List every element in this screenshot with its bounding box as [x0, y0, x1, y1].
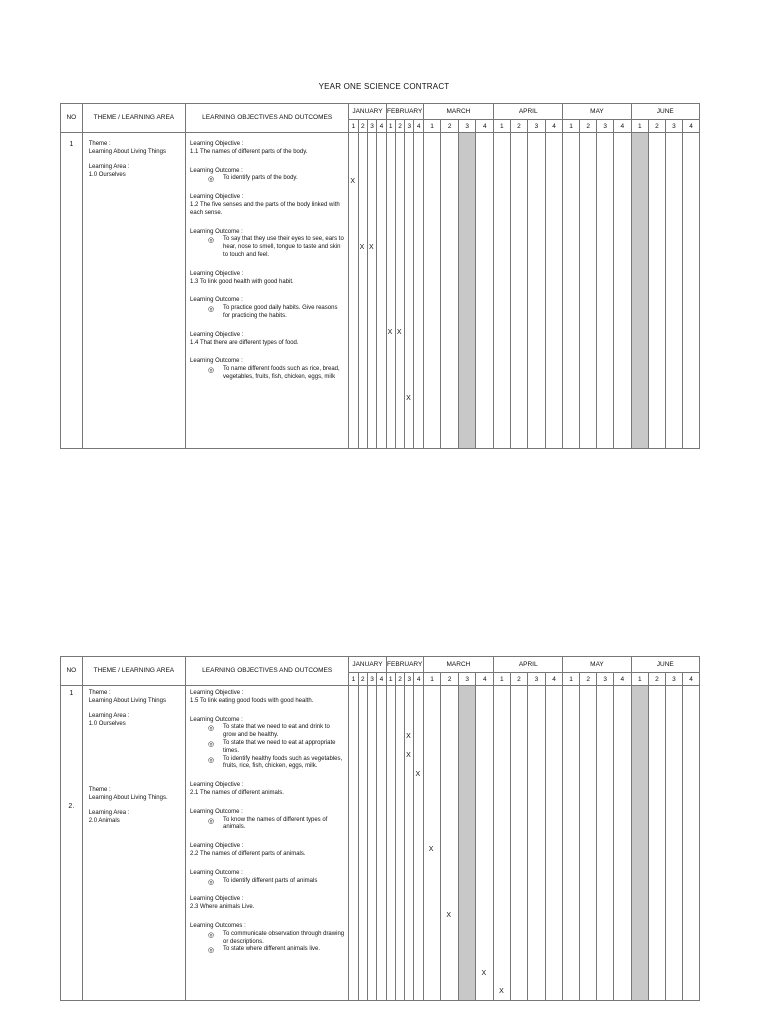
- outcome-item: [190, 724, 344, 740]
- week-number: 1: [349, 120, 358, 133]
- outcome-item: [190, 366, 344, 382]
- outcome-label: Learning Outcome :: [190, 228, 243, 235]
- week-number: 2: [579, 120, 597, 133]
- objective-label: Learning Objective :: [190, 782, 244, 789]
- week-cell: [597, 133, 614, 449]
- schedule-mark: X: [415, 771, 421, 778]
- week-cell: [367, 686, 376, 1001]
- objective-text: 1.2 The five senses and the parts of the body linked with each sense.: [190, 201, 340, 216]
- week-number: 3: [458, 673, 476, 686]
- outcome-item: [190, 175, 344, 183]
- week-number: 1: [386, 673, 395, 686]
- week-cell: [377, 686, 386, 1001]
- schedule-mark: X: [446, 912, 452, 919]
- week-cell: [386, 686, 395, 1001]
- week-number: 4: [414, 120, 423, 133]
- row-number: 2.: [68, 803, 75, 810]
- week-number: 4: [377, 120, 386, 133]
- schedule-mark: X: [428, 846, 434, 853]
- header-objectives: LEARNING OBJECTIVES AND OUTCOMES: [186, 657, 349, 686]
- objective-text: 1.3 To link good health with good habit.: [190, 278, 294, 285]
- month-june: JUNE: [631, 104, 699, 120]
- week-cell: [349, 133, 358, 449]
- week-number: 4: [414, 673, 423, 686]
- outcome-label: Learning Outcome :: [190, 869, 243, 876]
- week-number: 3: [528, 673, 546, 686]
- row-number-cell: [61, 133, 83, 449]
- theme-cell: [82, 133, 185, 449]
- outcome-label: Learning Outcome :: [190, 358, 243, 365]
- outcome-text: To know the names of different types of animals.: [223, 816, 328, 831]
- week-number: 3: [367, 120, 376, 133]
- week-number: 4: [476, 120, 494, 133]
- objective-label: Learning Objective :: [190, 331, 244, 338]
- week-number: 4: [545, 673, 563, 686]
- schedule-mark: X: [350, 178, 356, 185]
- theme-cell: [82, 686, 185, 1001]
- month-march: MARCH: [423, 104, 493, 120]
- bullet-icon: ◎: [208, 756, 215, 764]
- month-march: MARCH: [423, 657, 493, 673]
- week-cell: [395, 686, 404, 1001]
- bullet-icon: ◎: [208, 740, 215, 748]
- week-cell: [528, 686, 546, 1001]
- row-number: 1: [69, 690, 74, 697]
- week-cell: [405, 133, 414, 449]
- learning-area-label: Learning Area :: [88, 164, 130, 170]
- week-number: 3: [458, 120, 476, 133]
- week-number: 2: [441, 120, 459, 133]
- objective-label: Learning Objective :: [190, 896, 244, 903]
- bullet-icon: ◎: [208, 367, 215, 375]
- week-number: 2: [510, 673, 528, 686]
- outcome-text: To communicate observation through drawing or descriptions.: [223, 930, 345, 945]
- outcome-label: Learning Outcomes :: [190, 922, 246, 929]
- week-number: 3: [528, 120, 546, 133]
- week-number: 2: [441, 673, 459, 686]
- objectives-cell: [186, 133, 349, 449]
- week-cell: [358, 686, 367, 1001]
- month-january: JANUARY: [349, 104, 386, 120]
- week-number: 1: [494, 120, 511, 133]
- month-february: FEBRUARY: [386, 104, 423, 120]
- page-title: YEAR ONE SCIENCE CONTRACT: [318, 82, 450, 91]
- outcome-item: [190, 878, 344, 886]
- week-cell: [613, 686, 631, 1001]
- objectives-cell: [186, 686, 349, 1001]
- week-cell-shaded: [458, 133, 476, 449]
- week-number: 4: [377, 673, 386, 686]
- bullet-icon: ◎: [208, 931, 215, 939]
- week-cell: [545, 133, 563, 449]
- month-april: APRIL: [494, 657, 563, 673]
- week-number: 2: [649, 120, 666, 133]
- week-number: 4: [476, 673, 494, 686]
- outcome-item: [190, 740, 344, 756]
- objective-label: Learning Objective :: [190, 843, 244, 850]
- schedule-mark: X: [406, 395, 411, 402]
- week-cell-shaded: [631, 133, 649, 449]
- week-cell: [476, 686, 494, 1001]
- outcome-text: To say that they use their eyes to see, ears to hear, nose to smell, tongue to taste and skin to touch and feel.: [223, 236, 344, 258]
- outcome-label: Learning Outcome :: [190, 297, 243, 304]
- week-cell: [367, 133, 376, 449]
- week-number: 1: [494, 673, 511, 686]
- week-number: 3: [405, 120, 414, 133]
- week-cell: [579, 686, 597, 1001]
- week-cell: [665, 133, 683, 449]
- week-cell: [377, 133, 386, 449]
- outcome-item: [190, 305, 344, 321]
- week-cell: [683, 133, 700, 449]
- week-cell: [597, 686, 614, 1001]
- week-cell: [579, 133, 597, 449]
- learning-area-label: Learning Area :: [88, 713, 130, 719]
- outcome-text: To identify different parts of animals: [223, 877, 318, 884]
- schedule-mark: X: [396, 329, 402, 336]
- week-number: 3: [367, 673, 376, 686]
- week-cell: [441, 686, 459, 1001]
- learning-area-label: Learning Area :: [88, 810, 130, 816]
- header-no: NO: [61, 104, 83, 133]
- header-no: NO: [61, 657, 83, 686]
- outcome-text: To state that we need to eat at appropriate times.: [223, 739, 336, 754]
- learning-area-value: 2.0 Animals: [88, 817, 120, 824]
- header-theme: THEME / LEARNING AREA: [82, 657, 185, 686]
- week-number: 1: [386, 120, 395, 133]
- outcome-item: [190, 756, 344, 772]
- week-cell: [528, 133, 546, 449]
- week-number: 4: [545, 120, 563, 133]
- theme-value: Learning About Living Things.: [88, 794, 168, 801]
- objective-text: 2.2 The names of different parts of animals.: [190, 850, 306, 857]
- theme-value: Learning About Living Things: [88, 148, 166, 155]
- week-cell: [545, 686, 563, 1001]
- theme-label: Theme :: [88, 787, 111, 793]
- week-number: 4: [613, 673, 631, 686]
- week-number: 4: [683, 120, 700, 133]
- learning-area-value: 1.0 Ourselves: [88, 171, 126, 178]
- week-number: 3: [665, 120, 683, 133]
- outcome-text: To state where different animals live.: [223, 946, 320, 953]
- week-cell: [683, 686, 700, 1001]
- outcome-text: To identify parts of the body.: [223, 175, 298, 182]
- week-cell: [665, 686, 683, 1001]
- outcome-item: [190, 931, 344, 947]
- bullet-icon: ◎: [208, 237, 215, 245]
- week-number: 2: [395, 673, 404, 686]
- month-february: FEBRUARY: [386, 657, 423, 673]
- week-number: 1: [423, 120, 441, 133]
- week-number: 2: [649, 673, 666, 686]
- week-cell-shaded: [631, 686, 649, 1001]
- month-january: JANUARY: [349, 657, 386, 673]
- theme-value: Learning About Living Things: [88, 697, 166, 704]
- week-cell: [613, 133, 631, 449]
- week-cell: [386, 133, 395, 449]
- theme-label: Theme :: [88, 141, 111, 147]
- schedule-mark: X: [359, 244, 365, 251]
- outcome-text: To practice good daily habits. Give reasons for practicing the habits.: [223, 305, 338, 319]
- month-april: APRIL: [494, 104, 563, 120]
- outcome-item: [190, 236, 344, 259]
- objective-label: Learning Objective :: [190, 270, 244, 277]
- week-number: 1: [563, 120, 580, 133]
- week-number: 3: [597, 120, 614, 133]
- week-cell: [395, 133, 404, 449]
- week-cell: [414, 133, 423, 449]
- schedule-mark: X: [499, 988, 504, 995]
- outcome-label: Learning Outcome :: [190, 167, 243, 174]
- week-cell: [649, 686, 666, 1001]
- theme-label: Theme :: [88, 690, 111, 696]
- bullet-icon: ◎: [208, 176, 215, 184]
- week-cell: [423, 133, 441, 449]
- week-cell: [563, 686, 580, 1001]
- week-number: 1: [349, 673, 358, 686]
- week-cell: [405, 686, 414, 1001]
- outcome-text: To identify healthy foods such as vegetables, fruits, rice, fish, chicken, eggs, milk.: [223, 755, 343, 770]
- objective-text: 1.1 The names of different parts of the body.: [190, 148, 308, 155]
- outcome-label: Learning Outcome :: [190, 808, 243, 815]
- objective-text: 1.4 That there are different types of food.: [190, 339, 299, 346]
- objective-text: 2.3 Where animals Live.: [190, 904, 255, 911]
- week-cell: [414, 686, 423, 1001]
- science-contract-table-1: [60, 103, 700, 449]
- week-number: 4: [613, 120, 631, 133]
- week-cell: [563, 133, 580, 449]
- week-cell: [649, 133, 666, 449]
- month-may: MAY: [563, 657, 631, 673]
- week-number: 2: [510, 120, 528, 133]
- month-june: JUNE: [631, 657, 699, 673]
- week-cell: [441, 133, 459, 449]
- objective-label: Learning Objective :: [190, 194, 244, 201]
- outcome-item: [190, 946, 344, 954]
- week-number: 2: [395, 120, 404, 133]
- header-objectives: LEARNING OBJECTIVES AND OUTCOMES: [186, 104, 349, 133]
- schedule-mark: X: [406, 752, 411, 759]
- bullet-icon: ◎: [208, 725, 215, 733]
- bullet-icon: ◎: [208, 947, 215, 955]
- objective-text: 2.1 The names of different animals.: [190, 789, 284, 796]
- week-cell: [349, 686, 358, 1001]
- week-number: 1: [631, 673, 649, 686]
- bullet-icon: ◎: [208, 878, 215, 886]
- objective-label: Learning Objective :: [190, 690, 244, 696]
- week-number: 2: [579, 673, 597, 686]
- outcome-label: Learning Outcome :: [190, 716, 243, 723]
- schedule-mark: X: [387, 329, 393, 336]
- outcome-item: [190, 817, 344, 833]
- objective-text: 1.5 To link eating good foods with good health.: [190, 697, 314, 704]
- week-cell-shaded: [458, 686, 476, 1001]
- bullet-icon: ◎: [208, 306, 215, 314]
- week-number: 2: [358, 120, 367, 133]
- week-number: 3: [665, 673, 683, 686]
- week-cell: [510, 686, 528, 1001]
- outcome-text: To state that we need to eat and drink to grow and be healthy.: [223, 724, 330, 739]
- schedule-mark: X: [481, 970, 487, 977]
- row-number-cell: [61, 686, 83, 1001]
- header-theme: THEME / LEARNING AREA: [82, 104, 185, 133]
- outcome-text: To name different foods such as rice, bread, vegetables, fruits, fish, chicken, eggs, milk: [223, 366, 340, 380]
- week-number: 1: [423, 673, 441, 686]
- week-number: 3: [405, 673, 414, 686]
- week-cell: [358, 133, 367, 449]
- week-cell: [423, 686, 441, 1001]
- science-contract-table-2: [60, 656, 700, 1001]
- week-cell: [510, 133, 528, 449]
- week-number: 1: [631, 120, 649, 133]
- week-number: 2: [358, 673, 367, 686]
- bullet-icon: ◎: [208, 817, 215, 825]
- month-may: MAY: [563, 104, 631, 120]
- learning-area-value: 1.0 Ourselves: [88, 720, 126, 727]
- objective-label: Learning Objective :: [190, 141, 244, 147]
- week-cell: [476, 133, 494, 449]
- week-cell: [494, 686, 511, 1001]
- week-number: 4: [683, 673, 700, 686]
- week-number: 1: [563, 673, 580, 686]
- week-cell: [494, 133, 511, 449]
- week-number: 3: [597, 673, 614, 686]
- schedule-mark: X: [406, 733, 411, 740]
- row-number: 1: [69, 141, 74, 148]
- schedule-mark: X: [368, 244, 374, 251]
